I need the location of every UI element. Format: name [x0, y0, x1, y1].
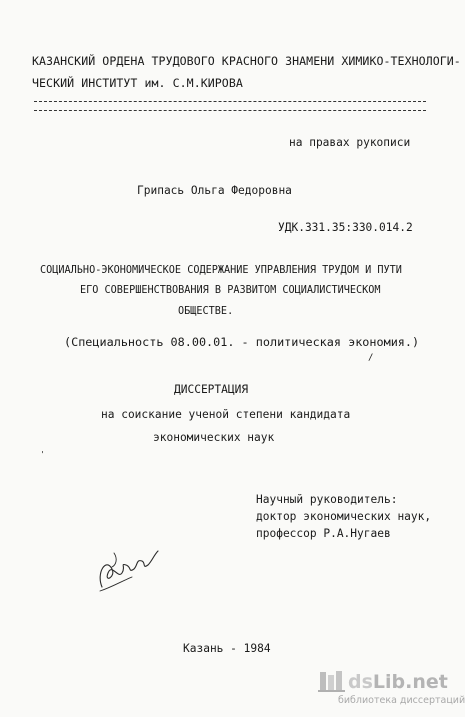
rights-note: на правах рукописи: [289, 136, 411, 149]
supervisor-line-2: профессор Р.А.Нугаев: [256, 527, 391, 540]
ink-dot: ': [40, 450, 45, 459]
watermark-subtitle: библиотека диссертаций: [338, 695, 465, 706]
degree-line-2: экономических наук: [153, 431, 275, 444]
work-type: ДИССЕРТАЦИЯ: [174, 383, 249, 396]
institution-line-1: КАЗАНСКИЙ ОРДЕНА ТРУДОВОГО КРАСНОГО ЗНАМЕНИ ХИМИКО-ТЕХНОЛОГИ-: [32, 54, 461, 68]
institution-line-2: ЧЕСКИЙ ИНСТИТУТ им. С.М.КИРОВА: [32, 76, 243, 90]
book-stack-icon: [318, 669, 346, 693]
watermark-logo: [348, 671, 448, 693]
specialty: (Специальность 08.00.01. - политическая экономия.): [64, 335, 420, 349]
title-line-3: ОБЩЕСТВЕ.: [178, 306, 234, 317]
title-line-2: ЕГО СОВЕРШЕНСТВОВАНИЯ В РАЗВИТОМ СОЦИАЛИСТИЧЕСКОМ: [80, 285, 381, 296]
watermark-logo-rest: Lib.net: [372, 671, 448, 693]
divider-line-2: [34, 110, 426, 111]
handwritten-signature: [92, 543, 162, 595]
degree-line-1: на соискание ученой степени кандидата: [101, 408, 351, 421]
watermark: [318, 671, 465, 711]
title-line-1: СОЦИАЛЬНО-ЭКОНОМИЧЕСКОЕ СОДЕРЖАНИЕ УПРАВЛЕНИЯ ТРУДОМ И ПУТИ: [40, 265, 402, 276]
ink-mark: /: [368, 353, 374, 363]
supervisor-label: Научный руководитель:: [256, 493, 398, 506]
udc-code: УДК.331.35:330.014.2: [278, 221, 413, 234]
author-name: Грипась Ольга Федоровна: [137, 184, 292, 197]
watermark-logo-prefix: ds: [348, 671, 373, 693]
supervisor-line-1: доктор экономических наук,: [256, 510, 432, 523]
place-year: Казань - 1984: [183, 642, 271, 655]
divider-line-1: [34, 101, 426, 102]
